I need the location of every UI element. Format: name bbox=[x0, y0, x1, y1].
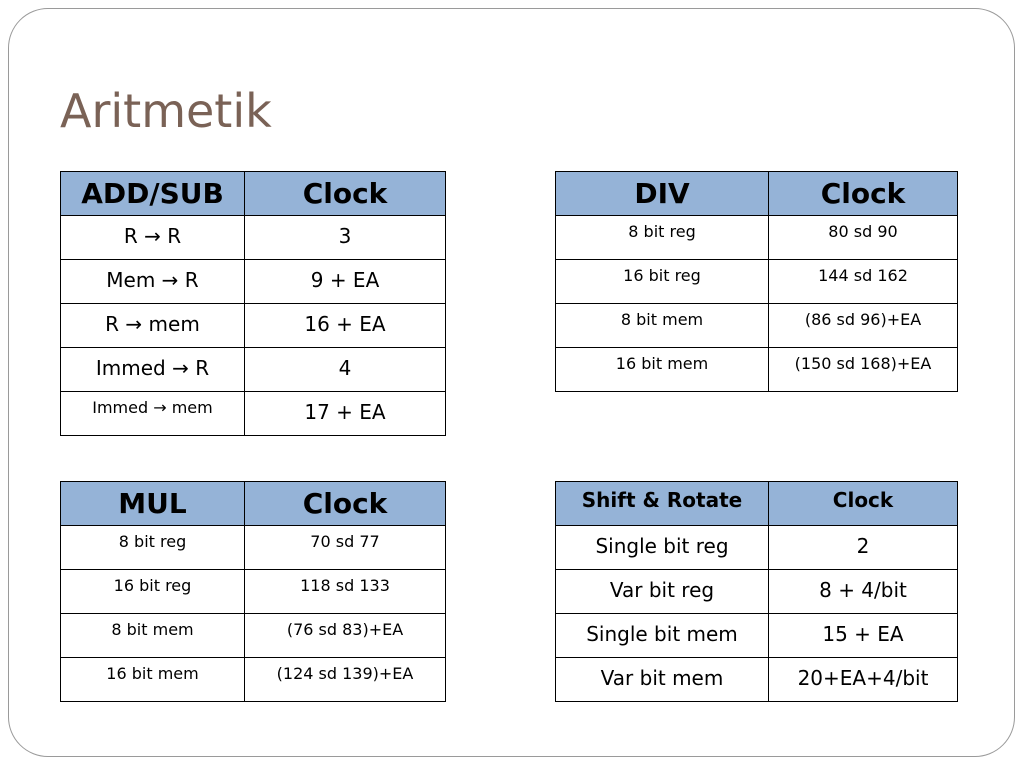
column-header: Clock bbox=[769, 172, 958, 216]
table-cell: (86 sd 96)+EA bbox=[769, 304, 958, 348]
table-cell: Var bit reg bbox=[556, 570, 769, 614]
table-cell: 17 + EA bbox=[245, 392, 446, 436]
add-sub-table bbox=[60, 171, 446, 436]
column-header: Shift & Rotate bbox=[556, 482, 769, 526]
table-cell: 8 + 4/bit bbox=[769, 570, 958, 614]
table-cell: Single bit mem bbox=[556, 614, 769, 658]
table-cell: 20+EA+4/bit bbox=[769, 658, 958, 702]
table-row bbox=[61, 304, 446, 348]
column-header: DIV bbox=[556, 172, 769, 216]
table-cell: 16 bit reg bbox=[556, 260, 769, 304]
table-cell: 8 bit reg bbox=[556, 216, 769, 260]
slide-title: Aritmetik bbox=[60, 84, 272, 138]
table-row bbox=[556, 526, 958, 570]
table-row bbox=[556, 260, 958, 304]
table-cell: 3 bbox=[245, 216, 446, 260]
table-row bbox=[61, 392, 446, 436]
table-cell: 118 sd 133 bbox=[245, 570, 446, 614]
table-cell: R → R bbox=[61, 216, 245, 260]
table-row bbox=[61, 348, 446, 392]
table-row bbox=[61, 658, 446, 702]
table-cell: 16 bit mem bbox=[556, 348, 769, 392]
table-row bbox=[61, 260, 446, 304]
table-row bbox=[556, 570, 958, 614]
table-cell: 8 bit mem bbox=[556, 304, 769, 348]
table-row bbox=[556, 658, 958, 702]
table-header-row bbox=[61, 482, 446, 526]
div-table bbox=[555, 171, 958, 392]
table-cell: Single bit reg bbox=[556, 526, 769, 570]
table-row bbox=[556, 614, 958, 658]
table-cell: 16 bit reg bbox=[61, 570, 245, 614]
table-cell: 2 bbox=[769, 526, 958, 570]
table-cell: (124 sd 139)+EA bbox=[245, 658, 446, 702]
table-cell: (76 sd 83)+EA bbox=[245, 614, 446, 658]
table-cell: 16 + EA bbox=[245, 304, 446, 348]
table-cell: (150 sd 168)+EA bbox=[769, 348, 958, 392]
table-cell: 16 bit mem bbox=[61, 658, 245, 702]
mul-table bbox=[60, 481, 446, 702]
table-cell: R → mem bbox=[61, 304, 245, 348]
table-cell: 80 sd 90 bbox=[769, 216, 958, 260]
table-cell: 15 + EA bbox=[769, 614, 958, 658]
table-header-row bbox=[556, 482, 958, 526]
table-row bbox=[61, 614, 446, 658]
table-cell: Immed → R bbox=[61, 348, 245, 392]
table-cell: 144 sd 162 bbox=[769, 260, 958, 304]
table-cell: Mem → R bbox=[61, 260, 245, 304]
table-row bbox=[556, 216, 958, 260]
table-header-row bbox=[61, 172, 446, 216]
table-cell: 70 sd 77 bbox=[245, 526, 446, 570]
table-header-row bbox=[556, 172, 958, 216]
table-cell: 8 bit reg bbox=[61, 526, 245, 570]
table-cell: 9 + EA bbox=[245, 260, 446, 304]
table-cell: Var bit mem bbox=[556, 658, 769, 702]
column-header: Clock bbox=[769, 482, 958, 526]
table-row bbox=[61, 216, 446, 260]
column-header: MUL bbox=[61, 482, 245, 526]
column-header: Clock bbox=[245, 172, 446, 216]
column-header: Clock bbox=[245, 482, 446, 526]
table-row bbox=[61, 526, 446, 570]
table-cell: 8 bit mem bbox=[61, 614, 245, 658]
table-cell: 4 bbox=[245, 348, 446, 392]
table-cell: Immed → mem bbox=[61, 392, 245, 436]
table-row bbox=[61, 570, 446, 614]
table-row bbox=[556, 348, 958, 392]
table-row bbox=[556, 304, 958, 348]
column-header: ADD/SUB bbox=[61, 172, 245, 216]
shift-rotate-table bbox=[555, 481, 958, 702]
